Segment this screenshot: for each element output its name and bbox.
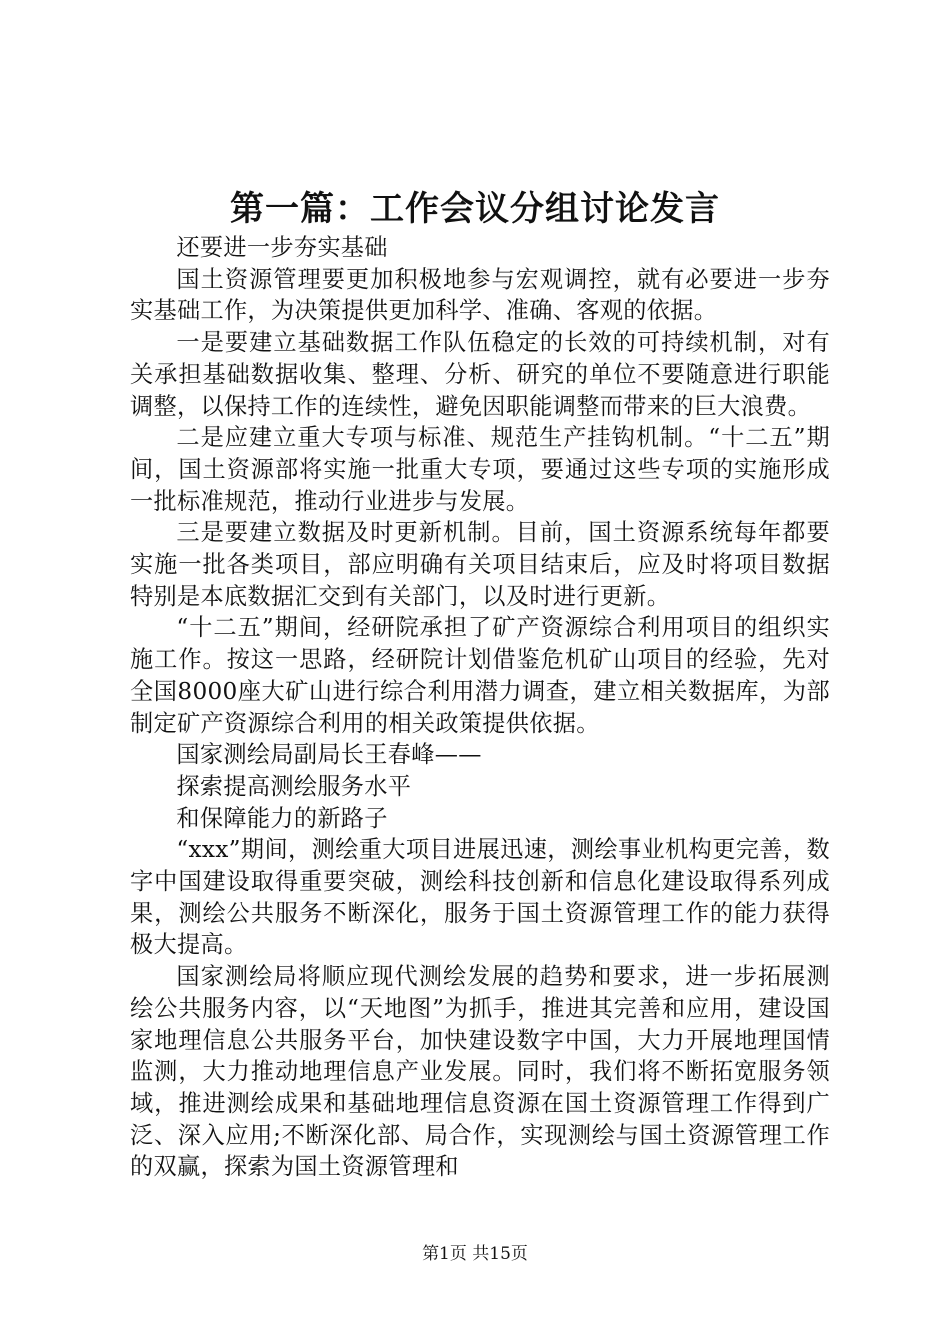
section-heading: 和保障能力的新路子 bbox=[176, 804, 388, 832]
paragraph: 国家测绘局将顺应现代测绘发展的趋势和要求，进一步拓展测绘公共服务内容，以“天地图”为抓手，推进其完善和应用，建设国家地理信息公共服务平台，加快建设数字中国，大力开展地理国情监测，大力推动地理信息产业发展。同时，我们将不断拓宽服务领域，推进测绘成果和基础地理信息资源在国土资源管理工作得到广泛、深入应用;不断深化部、局合作，实现测绘与国土资源管理工作的双赢，探索为国土资源管理和 bbox=[130, 963, 830, 1181]
paragraph: 二是应建立重大专项与标准、规范生产挂钩机制。“十二五”期间，国土资源部将实施一批重大专项，要通过这些专项的实施形成一批标准规范，推动行业进步与发展。 bbox=[130, 424, 830, 515]
paragraph: 国土资源管理要更加积极地参与宏观调控，就有必要进一步夯实基础工作，为决策提供更加科学、准确、客观的依据。 bbox=[130, 265, 830, 325]
page-number: 第1页 共15页 bbox=[422, 1244, 528, 1264]
paragraph: “十二五”期间，经研院承担了矿产资源综合利用项目的组织实施工作。按这一思路，经研院计划借鉴危机矿山项目的经验，先对全国8000座大矿山进行综合利用潜力调查，建立相关数据库，为部制定矿产资源综合利用的相关政策提供依据。 bbox=[130, 614, 830, 737]
paragraph: 一是要建立基础数据工作队伍稳定的长效的可持续机制，对有关承担基础数据收集、整理、分析、研究的单位不要随意进行职能调整，以保持工作的连续性，避免因职能调整而带来的巨大浪费。 bbox=[130, 329, 830, 420]
speaker-line: 国家测绘局副局长王春峰—— bbox=[176, 741, 482, 769]
paragraph: “xxx”期间，测绘重大项目进展迅速，测绘事业机构更完善，数字中国建设取得重要突破，测绘科技创新和信息化建设取得系列成果，测绘公共服务不断深化，服务于国土资源管理工作的能力获得极大提高。 bbox=[130, 836, 830, 959]
paragraph: 还要进一步夯实基础 bbox=[176, 234, 388, 261]
document-body bbox=[130, 232, 830, 1183]
document-title: 第一篇：工作会议分组讨论发言 bbox=[230, 189, 720, 229]
paragraph: 三是要建立数据及时更新机制。目前，国土资源系统每年都要实施一批各类项目，部应明确有关项目结束后，应及时将项目数据特别是本底数据汇交到有关部门，以及时进行更新。 bbox=[130, 519, 830, 610]
section-heading: 探索提高测绘服务水平 bbox=[176, 772, 412, 800]
